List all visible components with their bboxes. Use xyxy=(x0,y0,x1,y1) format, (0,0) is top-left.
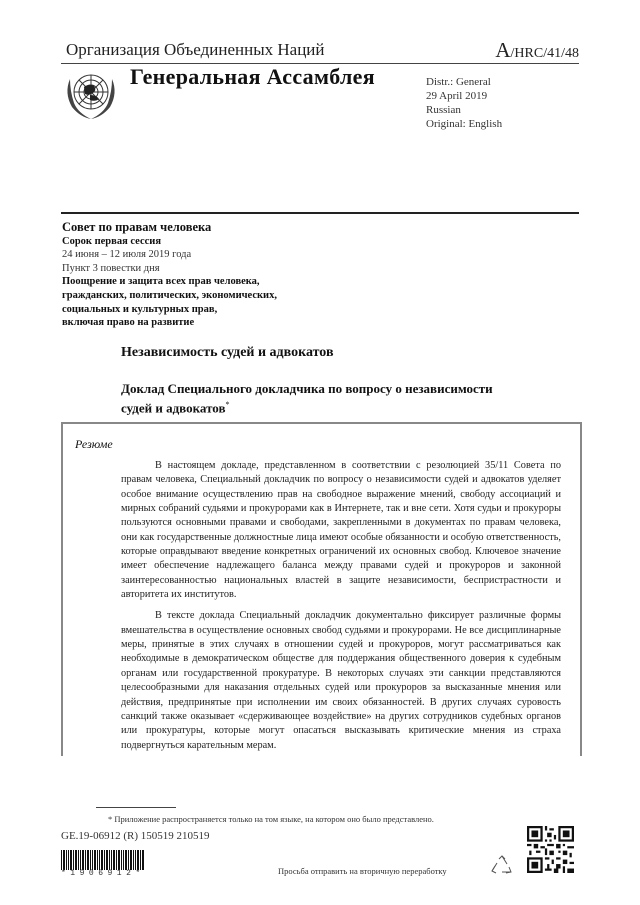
symbol-prefix: A xyxy=(495,38,511,62)
document-code: GE.19-06912 (R) 150519 210519 xyxy=(61,830,210,842)
subtitle-text: Доклад Специального докладчика по вопросу о независимости судей и адвокатов xyxy=(121,381,493,416)
agenda-title-line: социальных и культурных прав, xyxy=(62,303,218,315)
footnote-rule xyxy=(96,807,176,808)
barcode-number: *1906912* xyxy=(61,869,145,878)
summary-text xyxy=(121,459,561,760)
distribution-line: Distr.: General xyxy=(426,76,491,88)
recycle-text: Просьба отправить на вторичную переработку xyxy=(278,866,447,876)
summary-paragraph: В тексте доклада Специальный докладчик документально фиксирует различные формы вмешательства в осуществление основных свобод судьями и прокурорами. Не все дисциплинарные меры, принятые в этих случаях в отношении судей и прокуроров, могут рассматриваться как необходимые в демократическом обществе для поддержания общественного доверия к судебным органам или государственной прокуратуре. В некоторых случаях эти санкции представляются целесообразными для наказания отдельных судей или прокуроров за высказанные мнения или действия, предпринятые при исполнении им своих обязанностей. В других случаях суровость санкций также оказывает «сдерживающее воздействие» на других сотрудников судебных органов или прокуратуры, которые могут опасаться высказывать критические мнения из страха подвергнуться карательным мерам. xyxy=(121,610,561,751)
council-name: Совет по правам человека xyxy=(62,220,212,234)
agenda-item: Пункт 3 повестки дня xyxy=(62,262,160,274)
summary-paragraph: В настоящем докладе, представленном в соответствии с резолюцией 35/11 Совета по правам человека, Специальный докладчик по вопросу о независимости судей и адвокатов уделяет особое внимание осуществлению прав на свободное выражение мнений, свободу ассоциаций и мирных собраний судьями и прокурорами как в Интернете, так и вне сети. Хотя судьи и прокуроры пользуются основными правами и свободами, закрепленными в документах по правам человека, они как государственные должностные лица имеют особые обязанности и особую ответственность, которые оправдывают введение конкретных ограничений их основных свобод. Ключевое значение имеет обеспечение надлежащего баланса между правами судей и прокуроров и законной заинтересованностью национальных властей в защите независимости, беспристрастности и авторитета их институтов. xyxy=(121,460,561,601)
symbol-suffix: /HRC/41/48 xyxy=(510,46,579,61)
assembly-title: Генеральная Ассамблея xyxy=(130,64,375,89)
agenda-title-line: гражданских, политических, экономических, xyxy=(62,289,277,301)
council-block xyxy=(62,221,362,330)
date-line: 29 April 2019 xyxy=(426,90,488,102)
document-symbol xyxy=(495,38,579,63)
session-dates: 24 июня – 12 июля 2019 года xyxy=(62,249,192,261)
session: Сорок первая сессия xyxy=(62,235,162,247)
qr-code-icon xyxy=(527,826,574,873)
document-subtitle xyxy=(121,381,521,416)
summary-label: Резюме xyxy=(75,437,113,451)
language-line: Russian xyxy=(426,104,461,116)
footnote: * Приложение распространяется только на том языке, на котором оно было представлено. xyxy=(108,814,434,824)
distribution-info xyxy=(426,75,502,131)
footnote-marker: * xyxy=(225,400,230,409)
agenda-title-line: Поощрение и защита всех прав человека, xyxy=(62,276,260,288)
recycle-icon xyxy=(491,855,513,877)
organization-name: Организация Объединенных Наций xyxy=(66,40,325,59)
document-title: Независимость судей и адвокатов xyxy=(121,345,334,360)
agenda-title-line: включая право на развитие xyxy=(62,317,195,329)
barcode-icon xyxy=(61,850,144,870)
original-language-line: Original: English xyxy=(426,118,503,130)
section-divider xyxy=(61,212,579,214)
un-emblem-icon xyxy=(62,67,120,121)
